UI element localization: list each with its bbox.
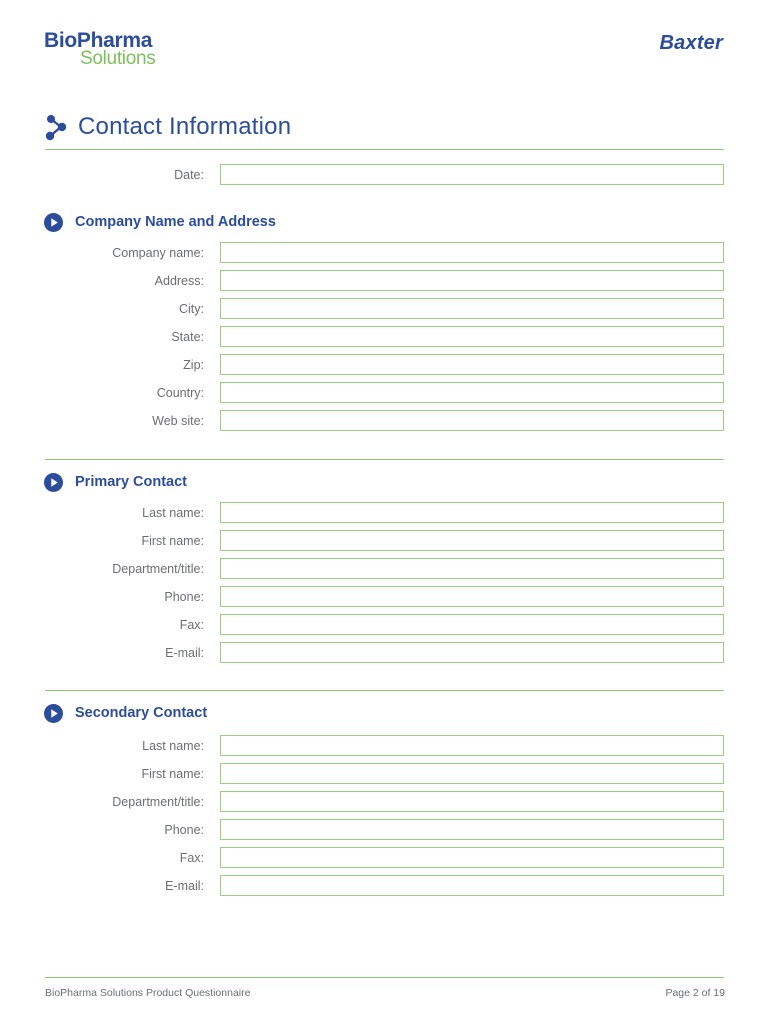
biopharma-solutions-logo <box>44 30 155 68</box>
field-label: Web site: <box>152 414 204 428</box>
section-title: Primary Contact <box>75 474 188 490</box>
field-label: Fax: <box>179 618 204 632</box>
play-circle-icon <box>44 704 63 723</box>
section-title: Secondary Contact <box>75 705 208 721</box>
form-row <box>0 791 770 814</box>
field-label: E-mail: <box>165 879 204 893</box>
field-label: First name: <box>141 767 204 781</box>
section-heading-secondary-contact <box>44 702 207 724</box>
section-title: Company Name and Address <box>75 214 276 230</box>
field-label: E-mail: <box>165 646 204 660</box>
page-number: Page 2 of 19 <box>665 987 725 999</box>
form-row <box>0 410 770 433</box>
logo-line1: BioPharma <box>44 29 153 52</box>
form-row <box>0 242 770 265</box>
state-field[interactable] <box>220 326 724 347</box>
form-row <box>0 558 770 581</box>
logo-line2: Solutions <box>80 48 156 69</box>
field-label: Country: <box>156 386 204 400</box>
field-label: City: <box>179 302 204 316</box>
page-title: Contact Information <box>78 113 292 140</box>
field-label: Department/title: <box>112 562 204 576</box>
page-title-block <box>44 110 291 144</box>
country-field[interactable] <box>220 382 724 403</box>
play-circle-icon <box>44 213 63 232</box>
form-row <box>0 382 770 405</box>
field-label: Fax: <box>179 851 204 865</box>
date-field[interactable] <box>220 164 724 185</box>
field-label: Last name: <box>142 506 204 520</box>
section-heading-primary-contact <box>44 471 187 493</box>
form-row <box>0 530 770 553</box>
section-divider <box>45 459 724 460</box>
form-row <box>0 875 770 898</box>
secondary-last-name-field[interactable] <box>220 735 724 756</box>
form-row <box>0 354 770 377</box>
field-label: Date: <box>174 168 204 182</box>
field-label: State: <box>171 330 204 344</box>
baxter-logo: Baxter <box>659 32 723 54</box>
field-label: Phone: <box>164 590 204 604</box>
primary-email-field[interactable] <box>220 642 724 663</box>
field-label: Company name: <box>112 246 204 260</box>
company-name-field[interactable] <box>220 242 724 263</box>
form-row <box>0 763 770 786</box>
zip-field[interactable] <box>220 354 724 375</box>
field-label: Last name: <box>142 739 204 753</box>
footer-divider <box>45 977 724 978</box>
form-row <box>0 819 770 842</box>
primary-last-name-field[interactable] <box>220 502 724 523</box>
form-row <box>0 735 770 758</box>
primary-department-title-field[interactable] <box>220 558 724 579</box>
section-heading-company <box>44 211 276 233</box>
field-label: First name: <box>141 534 204 548</box>
secondary-email-field[interactable] <box>220 875 724 896</box>
form-row <box>0 847 770 870</box>
primary-fax-field[interactable] <box>220 614 724 635</box>
website-field[interactable] <box>220 410 724 431</box>
secondary-department-title-field[interactable] <box>220 791 724 812</box>
field-label: Zip: <box>183 358 204 372</box>
city-field[interactable] <box>220 298 724 319</box>
title-divider <box>45 149 724 150</box>
primary-first-name-field[interactable] <box>220 530 724 551</box>
molecule-icon <box>44 112 68 142</box>
footer-document-title: BioPharma Solutions Product Questionnaire <box>45 987 251 999</box>
form-row <box>0 502 770 525</box>
secondary-phone-field[interactable] <box>220 819 724 840</box>
form-row <box>0 642 770 665</box>
field-label: Phone: <box>164 823 204 837</box>
field-label: Address: <box>154 274 204 288</box>
form-row <box>0 298 770 321</box>
form-row <box>0 586 770 609</box>
secondary-first-name-field[interactable] <box>220 763 724 784</box>
form-row <box>0 614 770 637</box>
address-field[interactable] <box>220 270 724 291</box>
play-circle-icon <box>44 473 63 492</box>
primary-phone-field[interactable] <box>220 586 724 607</box>
form-row-date <box>0 164 770 187</box>
field-label: Department/title: <box>112 795 204 809</box>
form-row <box>0 270 770 293</box>
section-divider <box>45 690 724 691</box>
form-row <box>0 326 770 349</box>
secondary-fax-field[interactable] <box>220 847 724 868</box>
